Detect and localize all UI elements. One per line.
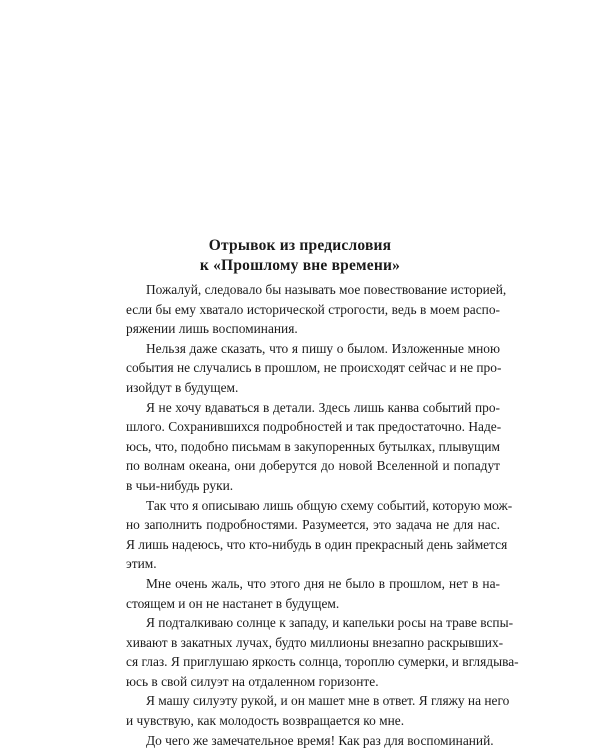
body-text [126,280,519,750]
paragraph [126,398,500,496]
text-line: шлого. Сохранившихся подробностей и так предостаточно. Наде- [126,419,502,435]
paragraph [126,496,513,574]
paragraph [126,280,507,339]
text-line: в чьи-нибудь руки. [126,477,234,493]
text-line: Я не хочу вдаваться в детали. Здесь лишь канва событий про- [146,399,500,415]
text-line: и чувствую, как молодость возвращается ко мне. [126,713,405,729]
paragraph [126,613,519,691]
text-line: юсь, что, подобно письмам в закупоренных бутылках, плывущим [126,438,500,454]
text-line: по волнам океана, они доберутся до новой Вселенной и попадут [126,458,500,474]
text-line: До чего же замечательное время! Как раз для воспоминаний. [146,732,494,748]
heading-line-2: к «Прошлому вне времени» [199,257,401,274]
chapter-heading [0,236,600,276]
paragraph [126,731,500,750]
text-line: но заполнить подробностями. Разумеется, это задача не для нас. [126,517,500,533]
text-line: этим. [126,556,157,572]
text-line: Мне очень жаль, что этого дня не было в прошлом, нет в на- [146,575,500,591]
text-line: ряжении лишь воспоминания. [126,321,298,337]
text-line: Я подталкиваю солнце к западу, и капельки росы на траве вспы- [146,615,514,631]
text-line: события не случались в прошлом, не происходят сейчас и не про- [126,360,502,376]
paragraph [126,691,510,730]
text-line: стоящем и он не настанет в будущем. [126,595,340,611]
text-line: ся глаз. Я приглушаю яркость солнца, тороплю сумерки, и вглядыва- [126,654,519,670]
text-line: изойдут в будущем. [126,379,239,395]
paragraph [126,574,500,613]
text-line: Так что я описываю лишь общую схему событий, которую мож- [146,497,513,513]
heading-line-1: Отрывок из предисловия [208,237,392,254]
text-line: Пожалуй, следовало бы называть мое повествование историей, [146,282,507,297]
text-line: юсь в свой силуэт на отдаленном горизонте. [126,673,379,689]
text-line: Нельзя даже сказать, что я пишу о былом. Изложенные мною [146,340,500,356]
text-line: Я машу силуэту рукой, и он машет мне в ответ. Я гляжу на него [146,693,510,709]
text-line: хивают в закатных лучах, будто миллионы внезапно раскрывших- [126,634,504,650]
text-line: Я лишь надеюсь, что кто-нибудь в один прекрасный день займется [126,536,508,552]
text-line: если бы ему хватало исторической строгости, ведь в моем распо- [126,301,500,317]
paragraph [126,339,500,398]
